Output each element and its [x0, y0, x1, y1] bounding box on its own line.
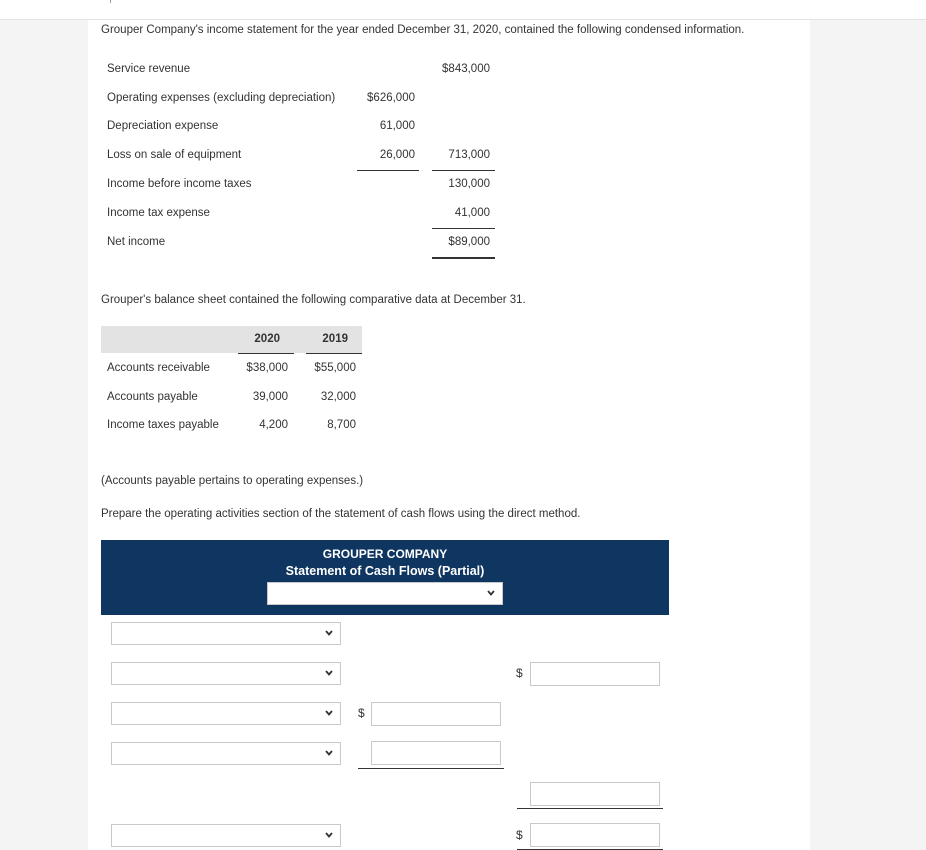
bs-value-2019: 8,700 [327, 419, 356, 431]
column-header: 2020 [254, 333, 280, 345]
chevron-down-icon [486, 586, 496, 600]
is-label: Depreciation expense [107, 120, 219, 132]
line-item-select[interactable] [111, 702, 341, 725]
activity-select[interactable] [111, 622, 341, 645]
amount-input[interactable] [371, 702, 501, 726]
is-label: Income tax expense [107, 207, 210, 219]
bs-value-2019: 32,000 [320, 391, 356, 403]
underline [357, 170, 419, 171]
line-item-select[interactable] [111, 824, 341, 847]
line-item-select[interactable] [111, 742, 341, 765]
is-label: Operating expenses (excluding depreciation) [107, 92, 336, 104]
underline [517, 808, 663, 809]
balance-intro-text: Grouper's balance sheet contained the following comparative data at December 31. [101, 294, 526, 306]
amount-input[interactable] [530, 782, 660, 806]
underline [432, 228, 495, 229]
underline [238, 353, 294, 354]
top-bar [0, 0, 926, 20]
bs-label: Accounts payable [107, 391, 198, 403]
instruction-text: Prepare the operating activities section of the statement of cash flows using the direct method. [101, 508, 581, 520]
amount-input[interactable] [530, 662, 660, 686]
chevron-down-icon [324, 706, 334, 720]
is-col2-value: $89,000 [448, 236, 490, 248]
underline [432, 170, 495, 171]
is-label: Service revenue [107, 63, 191, 75]
chevron-down-icon [324, 828, 334, 842]
chevron-down-icon [324, 626, 334, 640]
dollar-sign: $ [358, 706, 365, 720]
bs-label: Income taxes payable [107, 419, 219, 431]
is-col1-value: 26,000 [379, 149, 415, 161]
is-col2-value: 130,000 [448, 178, 490, 190]
is-label: Income before income taxes [107, 178, 252, 190]
note-text: (Accounts payable pertains to operating expenses.) [101, 475, 364, 487]
double-underline [432, 257, 495, 259]
is-col1-value: 61,000 [379, 120, 415, 132]
dollar-sign: $ [516, 666, 523, 680]
underline [306, 353, 362, 354]
bs-label: Accounts receivable [107, 362, 210, 374]
column-header: 2019 [322, 333, 348, 345]
dollar-sign: $ [516, 828, 523, 842]
bs-value-2019: $55,000 [314, 362, 356, 374]
chevron-down-icon [324, 666, 334, 680]
statement-title: Statement of Cash Flows (Partial) [285, 564, 485, 578]
amount-input[interactable] [530, 823, 660, 847]
is-label: Loss on sale of equipment [107, 149, 242, 161]
amount-input[interactable] [371, 741, 501, 765]
line-item-select[interactable] [111, 662, 341, 685]
intro-text: Grouper Company's income statement for the year ended December 31, 2020, contained the following condensed information. [101, 24, 745, 36]
is-col1-value: $626,000 [367, 92, 415, 104]
is-col2-value: 713,000 [448, 149, 490, 161]
top-bar-marker [110, 0, 111, 3]
is-col2-value: $843,000 [442, 63, 490, 75]
chevron-down-icon [324, 746, 334, 760]
bs-value-2020: 39,000 [252, 391, 288, 403]
is-col2-value: 41,000 [454, 207, 490, 219]
is-label: Net income [107, 236, 166, 248]
bs-value-2020: 4,200 [259, 419, 288, 431]
bs-value-2020: $38,000 [246, 362, 288, 374]
period-select[interactable] [267, 582, 503, 605]
underline [358, 768, 504, 769]
company-name: GROUPER COMPANY [322, 547, 448, 561]
